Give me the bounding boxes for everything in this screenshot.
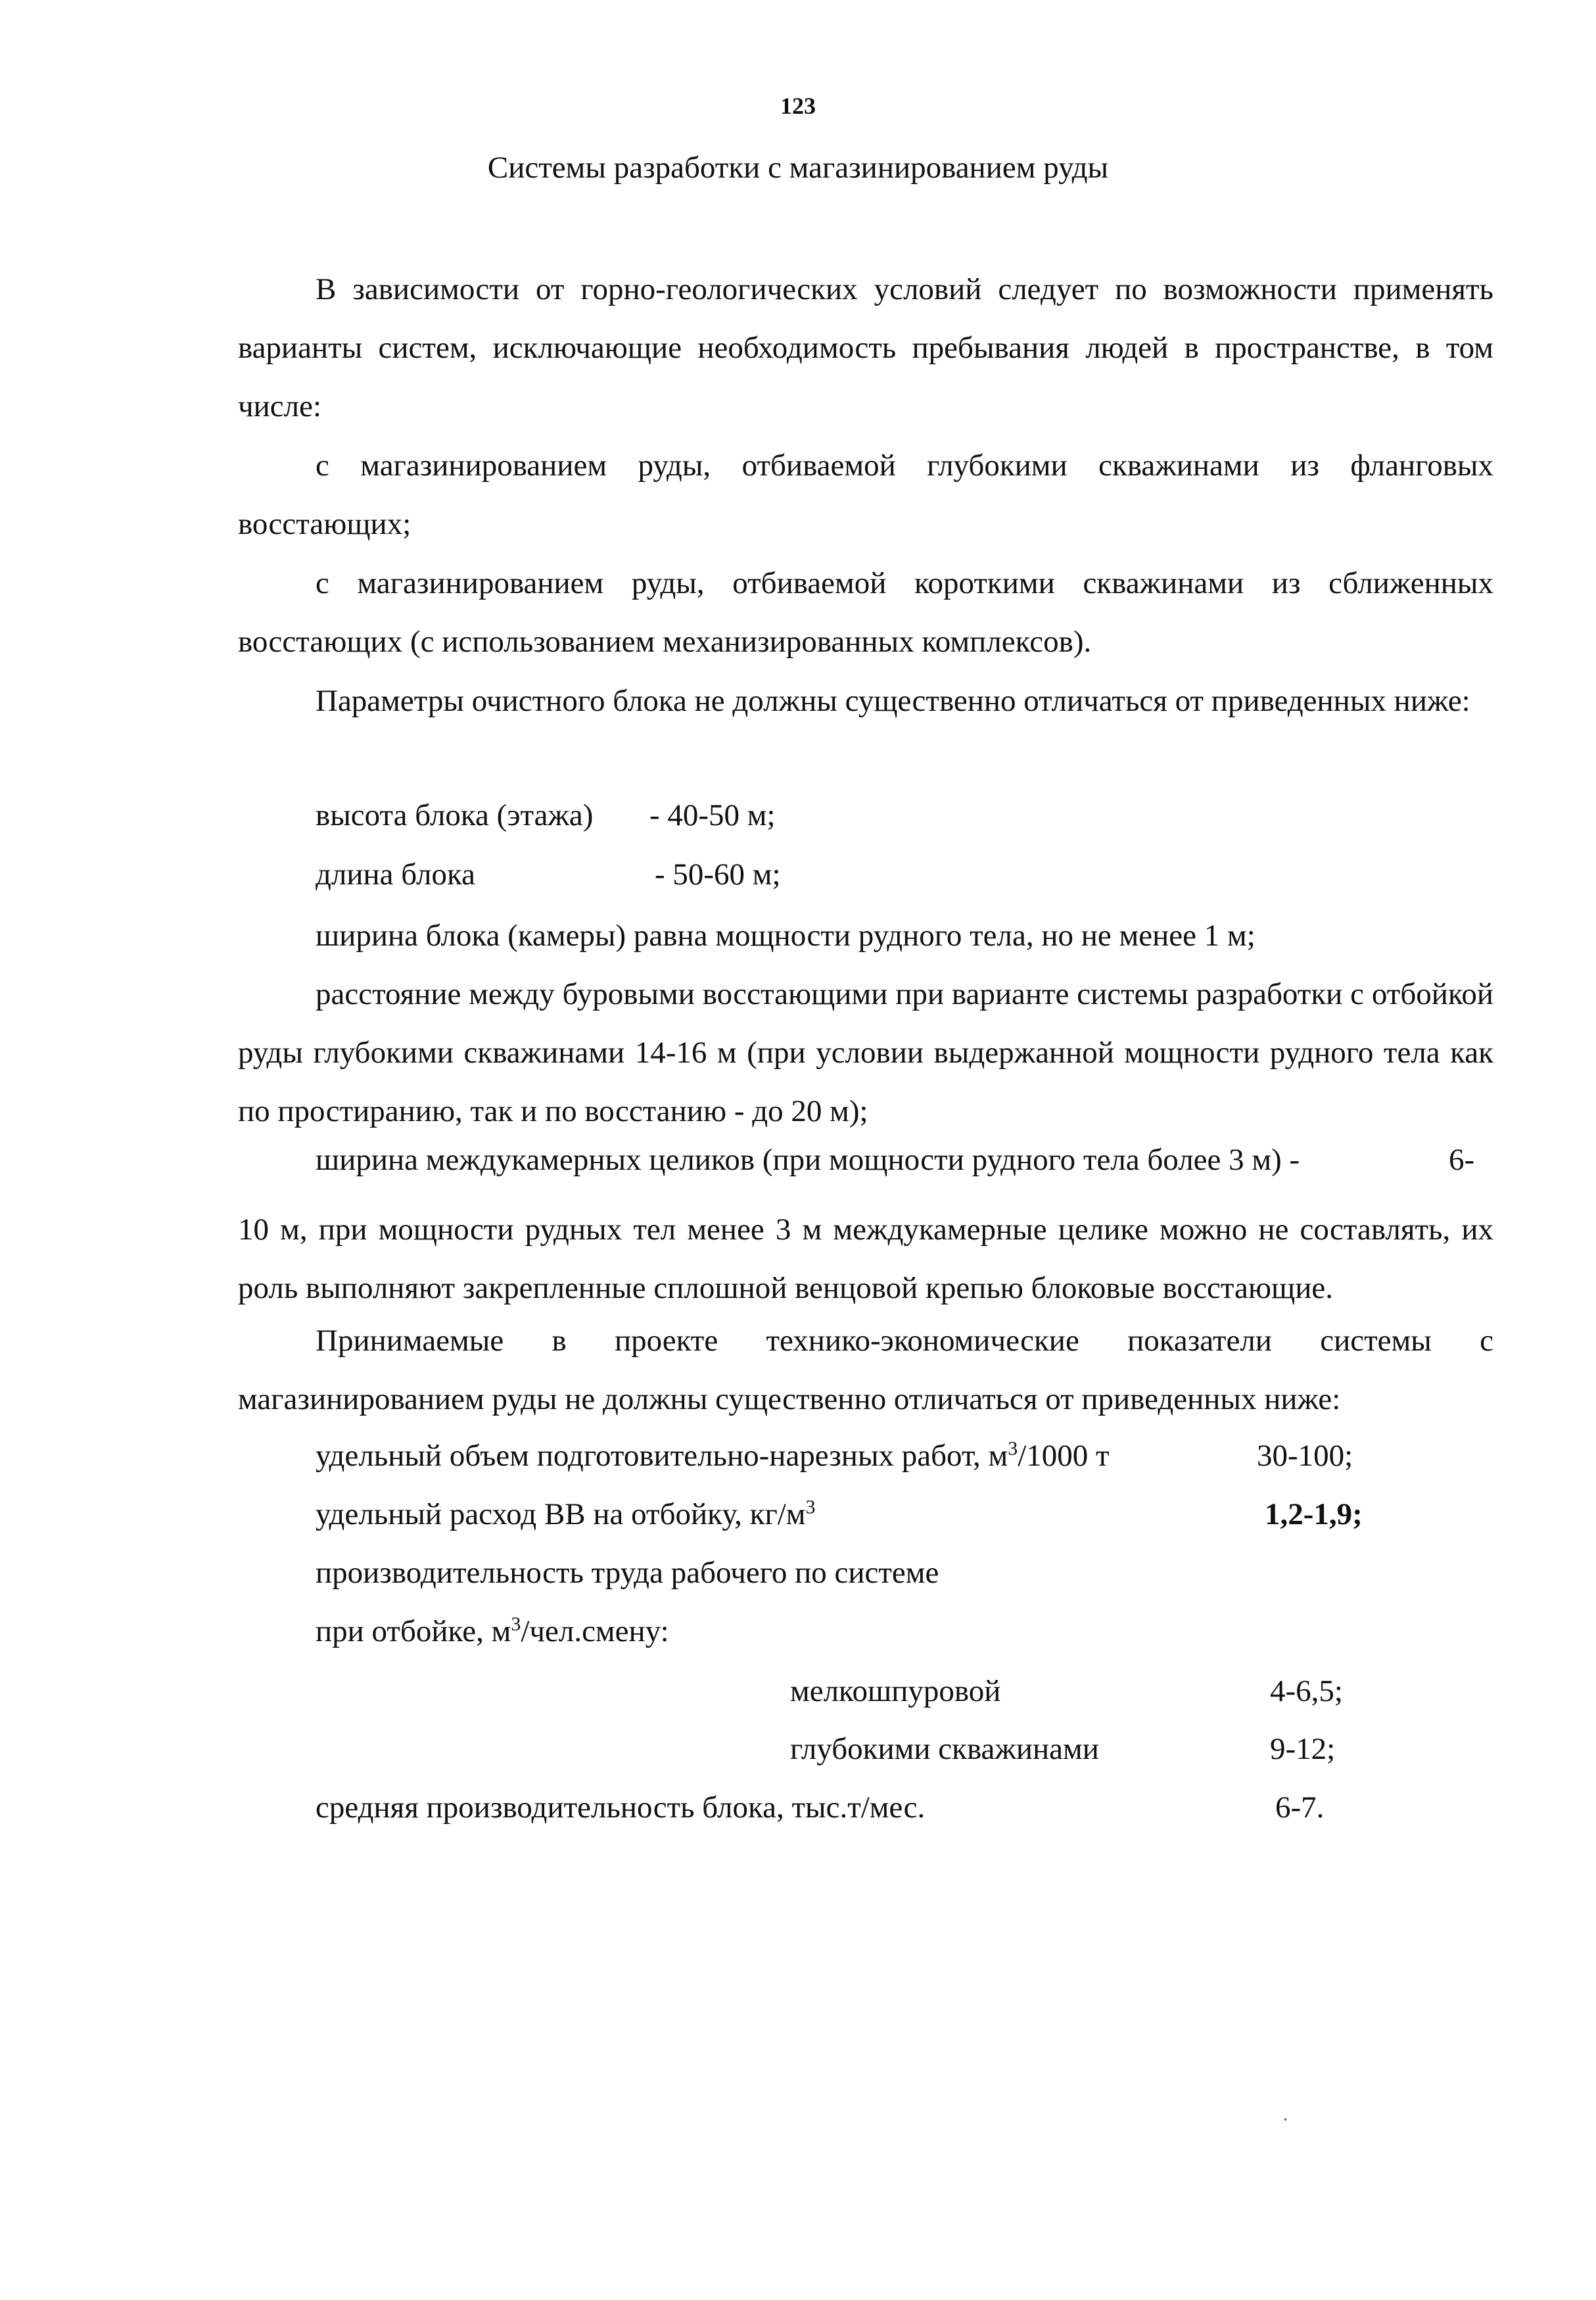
indicator-deep-hole-label: глубокими скважинами — [790, 1732, 1099, 1766]
indicator-prep-volume-value: 30-100; — [1257, 1439, 1353, 1473]
block-length-label: длина блока — [316, 857, 475, 892]
variant-1-paragraph — [238, 437, 1493, 554]
superscript-3: 3 — [1008, 1437, 1018, 1460]
pillar-width-line1-number: 6- — [1449, 1143, 1475, 1177]
scan-speck — [1284, 2119, 1286, 2120]
indicator-explosive-value: 1,2-1,9; — [1265, 1497, 1363, 1531]
paragraph-raise-distance: расстояние между буровыми восстающими при варианте системы разработки с отбойкой руды глубокими скважинами 14-16 м (при условии выдержанной мощности рудного тела как по простиранию, так и по восстанию - до 20 м); — [238, 977, 1493, 1128]
indicator-blasting-unit: /чел.смену: — [521, 1614, 669, 1648]
paragraph-variant-flank: с магазинированием руды, отбиваемой глубокими скважинами из фланговых восстающих; — [238, 448, 1493, 541]
indicator-explosive-text: удельный расход ВВ на отбойку, кг/м — [316, 1497, 806, 1531]
paragraph-indicators-intro: Принимаемые в проекте технико-экономические показатели системы с магазинированием руды не должны существенно отличаться от приведенных ниже: — [238, 1324, 1493, 1416]
paragraph-conditions: В зависимости от горно-геологических условий следует по возможности применять варианты систем, исключающие необходимость пребывания людей в пространстве, в том числе: — [238, 272, 1493, 423]
indicator-prep-volume-text: удельный объем подготовительно-нарезных работ, м — [316, 1439, 1008, 1473]
raise-distance-paragraph — [238, 965, 1493, 1141]
pillar-width-rest — [238, 1201, 1493, 1318]
indicator-productivity-label: производительность труда рабочего по системе — [316, 1556, 939, 1590]
superscript-3: 3 — [511, 1613, 521, 1635]
superscript-3: 3 — [805, 1496, 816, 1518]
block-length-value: - 50-60 м; — [655, 857, 781, 892]
indicator-short-hole-value: 4-6,5; — [1270, 1674, 1343, 1708]
variant-2-paragraph — [238, 554, 1493, 671]
page-title: Системы разработки с магазинированием руды — [487, 151, 1109, 185]
indicator-block-output-value: 6-7. — [1275, 1790, 1325, 1825]
params-paragraph — [238, 672, 1493, 731]
paragraph-pillar-width-rest: 10 м, при мощности рудных тел менее 3 м междукамерные целике можно не составлять, их роль выполняют закрепленные сплошной венцовой крепью блоковые восстающие. — [238, 1212, 1493, 1305]
paragraph-variant-close: с магазинированием руды, отбиваемой короткими скважинами из сближенных восстающих (с использованием механизированных комплексов). — [238, 566, 1493, 659]
indicator-short-hole-label: мелкошпуровой — [790, 1674, 1001, 1708]
paragraph-block-params: Параметры очистного блока не должны существенно отличаться от приведенных ниже: — [316, 684, 1470, 718]
indicator-blasting-text: при отбойке, м — [316, 1614, 511, 1648]
block-height-value: - 40-50 м; — [649, 798, 776, 832]
indicators-intro-paragraph — [238, 1312, 1493, 1429]
indicator-prep-volume-label — [316, 1438, 1110, 1473]
block-width-paragraph — [238, 907, 1493, 965]
page-number: 123 — [780, 93, 816, 119]
pillar-width-line1: ширина междукамерных целиков (при мощности рудного тела более 3 м) - — [316, 1143, 1300, 1177]
intro-paragraph — [238, 260, 1493, 436]
indicator-prep-volume-unit: /1000 т — [1018, 1439, 1110, 1473]
indicator-explosive-label — [316, 1497, 816, 1532]
block-height-label: высота блока (этажа) — [316, 798, 594, 832]
paragraph-block-width: ширина блока (камеры) равна мощности рудного тела, но не менее 1 м; — [316, 919, 1256, 953]
indicator-block-output-label: средняя производительность блока, тыс.т/мес. — [316, 1790, 926, 1825]
indicator-blasting-label — [316, 1614, 669, 1649]
indicator-deep-hole-value: 9-12; — [1270, 1732, 1336, 1766]
